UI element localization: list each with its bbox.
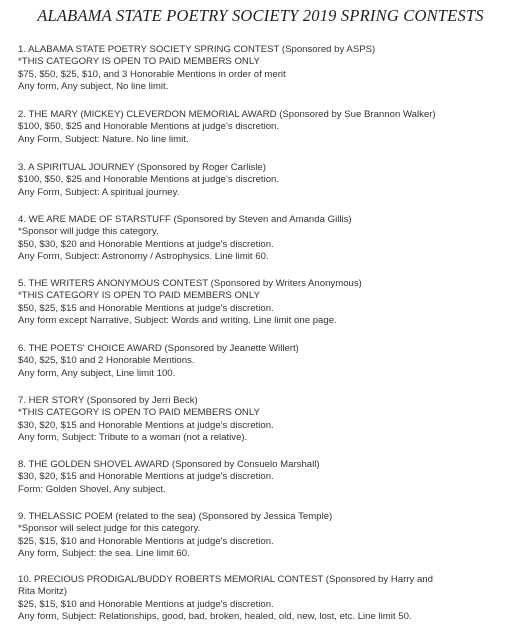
contest-prizes: $100, $50, $25 and Honorable Mentions at judge's discretion. xyxy=(18,174,280,186)
contest-eligibility: *THIS CATEGORY IS OPEN TO PAID MEMBERS ONLY xyxy=(18,290,260,302)
contest-eligibility: *THIS CATEGORY IS OPEN TO PAID MEMBERS ONLY xyxy=(18,407,260,419)
contest-heading: 1. ALABAMA STATE POETRY SOCIETY SPRING CONTEST (Sponsored by ASPS) xyxy=(18,44,376,55)
contest-entry-6 xyxy=(18,343,513,380)
contest-heading: 10. PRECIOUS PRODIGAL/BUDDY ROBERTS MEMORIAL CONTEST (Sponsored by Harry and Rita Moritz) xyxy=(18,574,433,598)
contest-entry-9 xyxy=(18,511,513,561)
contest-rules: Form: Golden Shovel, Any subject. xyxy=(18,483,166,495)
contest-prizes: $40, $25, $10 and 2 Honorable Mentions. xyxy=(18,355,195,367)
contest-rules: Any Form, Subject: Astronomy / Astrophysics. Line limit 60. xyxy=(18,251,269,263)
contest-heading: 8. THE GOLDEN SHOVEL AWARD (Sponsored by Consuelo Marshall) xyxy=(18,459,320,470)
contest-rules: Any Form, Subject: Nature. No line limit. xyxy=(18,133,189,145)
contest-rules: Any Form, Subject: A spiritual journey. xyxy=(18,186,180,198)
contest-entry-4 xyxy=(18,214,513,264)
contest-rules: Any form, Subject: Tribute to a woman (not a relative). xyxy=(18,432,248,444)
contest-prizes: $50, $30, $20 and Honorable Mentions at judge's discretion. xyxy=(18,238,274,250)
contest-rules: Any form, Subject: the sea. Line limit 60. xyxy=(18,548,190,560)
contest-judge-note: *Sponsor will select judge for this category. xyxy=(18,523,201,535)
contest-prizes: $25, $15, $10 and Honorable Mentions at judge's discretion. xyxy=(18,598,274,610)
contest-entry-10 xyxy=(18,574,513,624)
contest-heading: 4. WE ARE MADE OF STARSTUFF (Sponsored by Steven and Amanda Gillis) xyxy=(18,214,352,225)
contest-entry-7 xyxy=(18,395,513,445)
contest-rules: Any form, Subject: Relationships, good, bad, broken, healed, old, new, lost, etc. Line limit 50. xyxy=(18,611,412,623)
contest-heading: 6. THE POETS' CHOICE AWARD (Sponsored by Jeanette Willert) xyxy=(18,343,299,354)
contest-prizes: $25, $15, $10 and Honorable Mentions at judge's discretion. xyxy=(18,535,274,547)
contest-rules: Any form, Any subject, Line limit 100. xyxy=(18,367,176,379)
document-title: ALABAMA STATE POETRY SOCIETY 2019 SPRING CONTESTS xyxy=(37,6,484,25)
contest-entry-1 xyxy=(18,44,513,94)
contest-heading: 9. THELASSIC POEM (related to the sea) (Sponsored by Jessica Temple) xyxy=(18,511,333,522)
contest-prizes: $100, $50, $25 and Honorable Mentions at judge's discretion. xyxy=(18,121,280,133)
contest-judge-note: *Sponsor will judge this category. xyxy=(18,226,159,238)
contest-heading: 3. A SPIRITUAL JOURNEY (Sponsored by Roger Carlisle) xyxy=(18,162,266,173)
contest-prizes: $50, $25, $15 and Honorable Mentions at judge's discretion. xyxy=(18,302,274,314)
contest-entry-5 xyxy=(18,278,513,328)
contest-eligibility: *THIS CATEGORY IS OPEN TO PAID MEMBERS ONLY xyxy=(18,56,260,68)
contest-entry-8 xyxy=(18,459,513,496)
contest-rules: Any form, Any subject, No line limit. xyxy=(18,81,169,93)
contest-entry-2 xyxy=(18,109,513,146)
contest-prizes: $75, $50, $25, $10, and 3 Honorable Mentions in order of merit xyxy=(18,68,286,80)
contest-heading: 7. HER STORY (Sponsored by Jerri Beck) xyxy=(18,395,198,406)
contest-entry-3 xyxy=(18,162,513,199)
contest-prizes: $30, $20, $15 and Honorable Mentions at judge's discretion. xyxy=(18,419,274,431)
contest-rules: Any form except Narrative, Subject: Words and writing. Line limit one page. xyxy=(18,315,337,327)
contest-heading: 2. THE MARY (MICKEY) CLEVERDON MEMORIAL AWARD (Sponsored by Sue Brannon Walker) xyxy=(18,109,436,120)
contest-prizes: $30, $20, $15 and Honorable Mentions at judge's discretion. xyxy=(18,471,274,483)
contest-heading: 5. THE WRITERS ANONYMOUS CONTEST (Sponsored by Writers Anonymous) xyxy=(18,278,362,289)
